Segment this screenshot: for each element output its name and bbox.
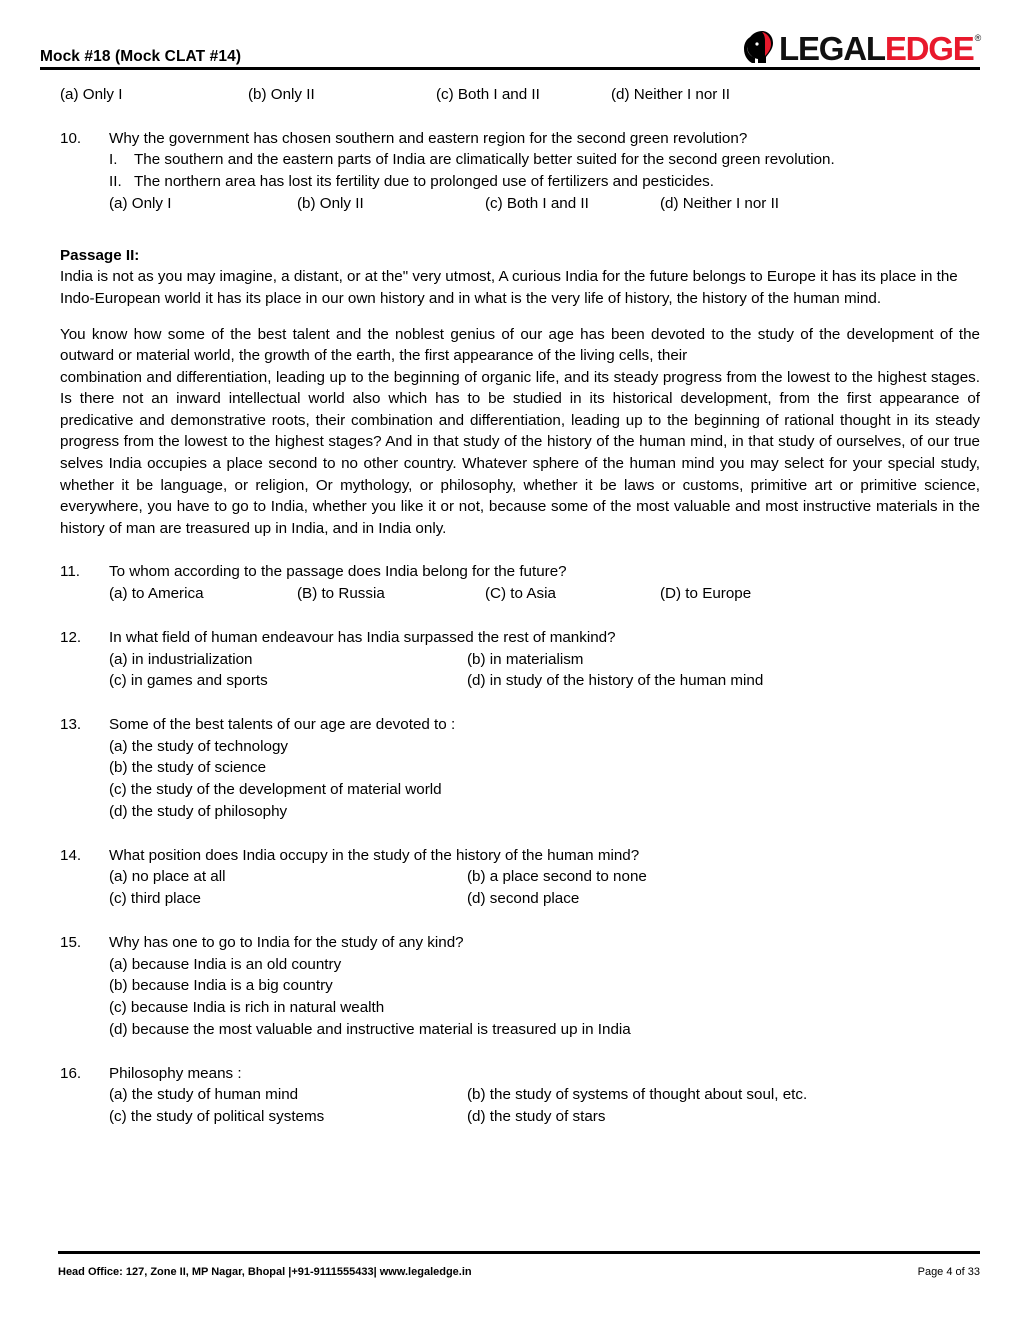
option-a[interactable]: (a) no place at all xyxy=(109,868,226,886)
options-row xyxy=(109,193,980,215)
option-c[interactable]: (c) the study of the development of material world xyxy=(109,781,442,799)
head-profile-icon xyxy=(742,29,776,67)
header-divider xyxy=(40,67,980,70)
option-d[interactable]: (d) in study of the history of the human mind xyxy=(467,672,764,690)
option-d[interactable]: (d) Neither I nor II xyxy=(611,86,731,103)
question-14 xyxy=(60,845,980,910)
statement-text: The northern area has lost its fertility due to prolonged use of fertilizers and pesticides. xyxy=(134,173,714,191)
option-a[interactable]: (a) in industrialization xyxy=(109,650,253,668)
options-row xyxy=(109,866,980,888)
option-b[interactable]: (b) the study of systems of thought about soul, etc. xyxy=(467,1086,808,1104)
option-b[interactable]: (b) Only II xyxy=(297,194,364,212)
question-number: 13. xyxy=(60,716,82,734)
option-a[interactable]: (a) to America xyxy=(109,585,204,603)
logo-text-edge: EDGE xyxy=(884,29,974,67)
option-d[interactable]: (d) the study of philosophy xyxy=(109,802,288,820)
options-row xyxy=(109,1084,980,1106)
logo-text-legal: LEGAL xyxy=(779,29,885,67)
passage-heading: Passage II: xyxy=(60,246,140,264)
option-d[interactable]: (d) the study of stars xyxy=(467,1108,606,1126)
option-b[interactable]: (b) in materialism xyxy=(467,650,584,668)
question-text: To whom according to the passage does India belong for the future? xyxy=(109,563,567,581)
option-a[interactable]: (a) Only I xyxy=(60,86,123,103)
option-d[interactable]: (d) Neither I nor II xyxy=(660,194,780,212)
carryover-options-row xyxy=(60,84,980,106)
question-number: 16. xyxy=(60,1064,82,1082)
options-row xyxy=(109,649,980,671)
question-15 xyxy=(60,932,980,1041)
option-b[interactable]: (b) the study of science xyxy=(109,759,267,777)
options-row xyxy=(109,1106,980,1128)
passage-paragraph-2b: combination and differentiation, leading up to the beginning of organic life, and its steady progress from the lowest to the highest stages. Is there not an inward intellectual world also which has to be studied in its historical development, from the first appearance of predicative and demonstrative roots, their combination and differentiation, leading up to the beginning of rational thought in its steady progress from the lowest to the highest stages? And in that study of the history of the human mind, in that study of ourselves, of our true selves India occupies a place second to no other country. Whatever sphere of the human mind you may select for your special study, whether it be language, or religion, Or mythology, or philosophy, whether it be laws or customs, primitive art or primitive science, everywhere, you have to go to India, whether you like it or not, because some of the most valuable and most instructive materials in the history of man are treasured up in India, and in India only. xyxy=(60,368,980,537)
option-c[interactable]: (C) to Asia xyxy=(485,585,556,603)
option-d[interactable]: (D) to Europe xyxy=(660,585,752,603)
question-text: What position does India occupy in the study of the history of the human mind? xyxy=(109,846,640,864)
question-text: Philosophy means : xyxy=(109,1064,242,1082)
option-c[interactable]: (c) Both I and II xyxy=(436,86,540,103)
statement-number: I. xyxy=(109,151,118,169)
page-title: Mock #18 (Mock CLAT #14) xyxy=(40,47,242,65)
option-a[interactable]: (a) Only I xyxy=(109,194,172,212)
option-b[interactable]: (b) because India is a big country xyxy=(109,977,333,995)
question-10 xyxy=(60,128,980,215)
registered-mark: ® xyxy=(974,32,980,43)
passage-paragraph-1: India is not as you may imagine, a distant, or at the" very utmost, A curious India for the future belongs to Europe it has its place in the Indo-European world it has its place in our own history and in what is the very life of history, the history of the human mind. xyxy=(60,268,958,307)
question-text: Why the government has chosen southern and eastern region for the second green revolution? xyxy=(109,129,748,147)
page-header xyxy=(40,22,980,68)
statement-number: II. xyxy=(109,173,122,191)
question-12 xyxy=(60,627,980,692)
question-number: 14. xyxy=(60,846,82,864)
option-c[interactable]: (c) third place xyxy=(109,890,202,908)
question-text: Some of the best talents of our age are devoted to : xyxy=(109,716,456,734)
page-footer xyxy=(58,1266,980,1278)
options-row xyxy=(109,583,980,605)
option-c[interactable]: (c) the study of political systems xyxy=(109,1108,325,1126)
statement-i xyxy=(109,149,980,171)
options-row xyxy=(109,670,980,692)
question-number: 15. xyxy=(60,933,82,951)
option-b[interactable]: (b) Only II xyxy=(248,86,315,103)
question-11 xyxy=(60,561,980,604)
legaledge-logo xyxy=(742,29,980,68)
option-a[interactable]: (a) the study of technology xyxy=(109,737,288,755)
footer-page-number: Page 4 of 33 xyxy=(917,1266,980,1278)
question-text: Why has one to go to India for the study of any kind? xyxy=(109,933,464,951)
question-number: 10. xyxy=(60,129,82,147)
option-b[interactable]: (B) to Russia xyxy=(297,585,385,603)
statement-ii xyxy=(109,171,980,193)
option-c[interactable]: (c) in games and sports xyxy=(109,672,268,690)
question-13 xyxy=(60,714,980,823)
option-c[interactable]: (c) Both I and II xyxy=(485,194,589,212)
option-b[interactable]: (b) a place second to none xyxy=(467,868,647,886)
question-16 xyxy=(60,1063,980,1128)
options-row xyxy=(109,888,980,910)
footer-divider xyxy=(58,1251,980,1254)
option-d[interactable]: (d) because the most valuable and instructive material is treasured up in India xyxy=(109,1020,631,1038)
option-a[interactable]: (a) because India is an old country xyxy=(109,955,342,973)
option-c[interactable]: (c) because India is rich in natural wealth xyxy=(109,999,385,1017)
logo-wordmark xyxy=(779,29,980,67)
question-text: In what field of human endeavour has India surpassed the rest of mankind? xyxy=(109,628,616,646)
question-number: 12. xyxy=(60,628,82,646)
option-a[interactable]: (a) the study of human mind xyxy=(109,1086,299,1104)
statement-text: The southern and the eastern parts of India are climatically better suited for the second green revolution. xyxy=(134,151,835,169)
page-content xyxy=(60,84,980,1128)
passage-paragraph-2a: You know how some of the best talent and the noblest genius of our age has been devoted to the study of the development of the outward or material world, the growth of the earth, the first appearance of the living cells, their xyxy=(60,325,980,365)
option-d[interactable]: (d) second place xyxy=(467,890,580,908)
question-number: 11. xyxy=(60,563,80,581)
footer-office-info: Head Office: 127, Zone II, MP Nagar, Bhopal |+91-9111555433| www.legaledge.in xyxy=(58,1266,472,1278)
